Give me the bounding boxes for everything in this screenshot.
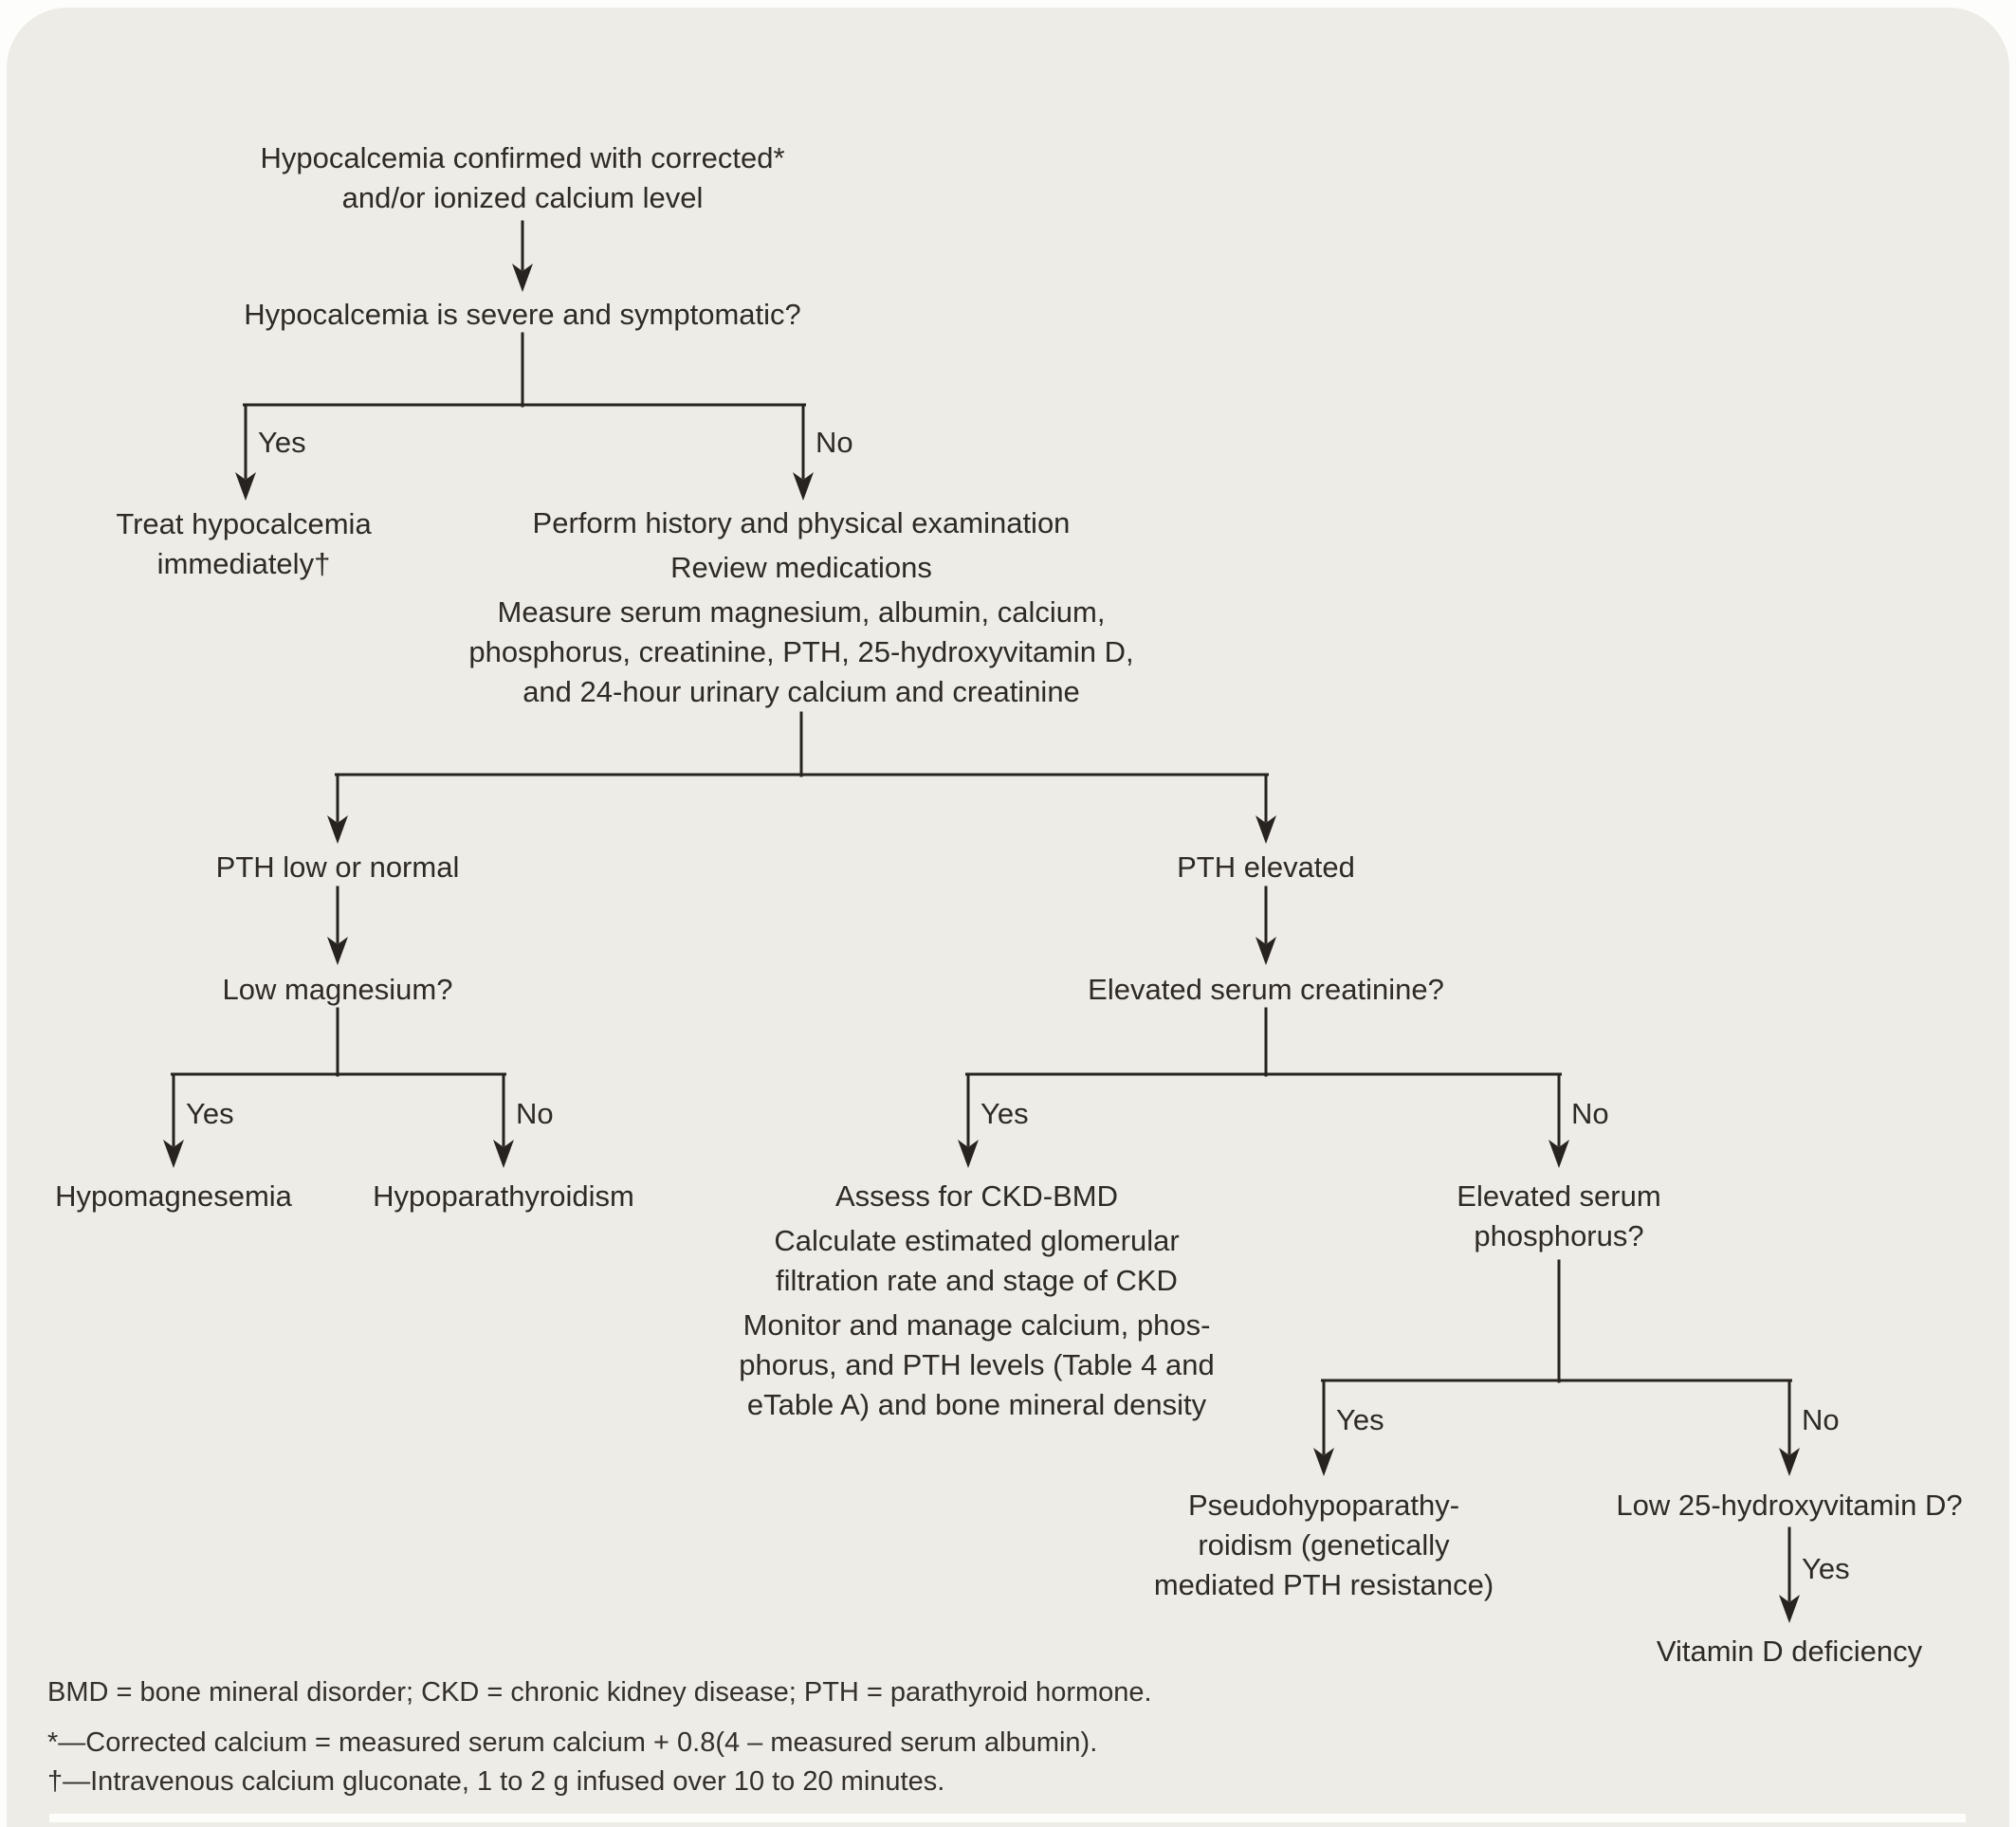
node-line: mediated PTH resistance) (1153, 1568, 1494, 1601)
node-line: phosphorus, creatinine, PTH, 25-hydroxyvitamin D, (468, 635, 1134, 668)
bottom-divider (49, 1814, 1966, 1822)
node-line: PTH low or normal (215, 850, 460, 884)
node-line: Calculate estimated glomerular (774, 1224, 1180, 1257)
node-hypomagnesemia (55, 1177, 292, 1216)
node-question-phosphorus (1457, 1177, 1660, 1256)
node-question-creatinine (1088, 970, 1444, 1010)
node-line: PTH elevated (1177, 850, 1355, 884)
footnote-asterisk: *—Corrected calcium = measured serum calcium + 0.8(4 – measured serum albumin). (47, 1727, 1098, 1758)
node-pseudohypoparathyroidism (1154, 1486, 1494, 1605)
node-treat-immediately (116, 504, 371, 584)
branch-label-yes: Yes (1336, 1403, 1384, 1436)
node-line: eTable A) and bone mineral density (746, 1388, 1207, 1421)
node-workup (468, 503, 1133, 712)
node-line: phosphorus? (1474, 1219, 1644, 1252)
node-start (260, 138, 784, 218)
branch-label-yes: Yes (1802, 1552, 1850, 1585)
branch-label-no: No (1571, 1097, 1609, 1130)
branch-label-yes: Yes (186, 1097, 234, 1130)
node-line: roidism (genetically (1198, 1528, 1450, 1562)
node-line: immediately† (156, 547, 331, 580)
node-vitamin-d-deficiency (1657, 1632, 1922, 1672)
node-line: Hypomagnesemia (55, 1179, 292, 1213)
branch-label-no: No (816, 426, 853, 459)
node-question-vitamin-d (1616, 1486, 1962, 1526)
node-line: Hypoparathyroidism (373, 1179, 634, 1213)
node-question-severe (244, 295, 801, 335)
node-paragraph (468, 503, 1133, 543)
node-line: Hypocalcemia is severe and symptomatic? (244, 298, 801, 331)
node-line: filtration rate and stage of CKD (776, 1264, 1178, 1297)
node-line: Assess for CKD-BMD (835, 1179, 1118, 1213)
node-paragraph (739, 1221, 1214, 1301)
node-ckd-bmd (739, 1177, 1214, 1425)
node-hypoparathyroidism (373, 1177, 634, 1216)
branch-label-yes: Yes (981, 1097, 1029, 1130)
node-line: Low magnesium? (222, 973, 453, 1006)
node-line: Measure serum magnesium, albumin, calcium, (497, 595, 1106, 629)
node-pth-low (216, 848, 460, 887)
node-paragraph (739, 1306, 1214, 1425)
node-line: Perform history and physical examination (532, 506, 1071, 539)
branch-label-no: No (516, 1097, 554, 1130)
node-line: Review medications (670, 551, 932, 584)
node-paragraph (739, 1177, 1214, 1216)
footnote-abbreviations: BMD = bone mineral disorder; CKD = chronic kidney disease; PTH = parathyroid hormone. (47, 1677, 1152, 1708)
node-line: Elevated serum creatinine? (1088, 973, 1444, 1006)
node-line: Vitamin D deficiency (1656, 1635, 1923, 1668)
node-line: Monitor and manage calcium, phos- (742, 1308, 1211, 1342)
node-line: Elevated serum (1457, 1179, 1661, 1213)
node-line: Treat hypocalcemia (116, 507, 372, 540)
node-paragraph (468, 593, 1133, 712)
node-line: Low 25-hydroxyvitamin D? (1616, 1489, 1963, 1522)
node-line: phorus, and PTH levels (Table 4 and (739, 1348, 1215, 1381)
node-question-magnesium (223, 970, 453, 1010)
node-line: and/or ionized calcium level (341, 181, 704, 214)
branch-label-yes: Yes (258, 426, 306, 459)
branch-label-no: No (1802, 1403, 1840, 1436)
node-paragraph (468, 548, 1133, 588)
footnote-dagger: †—Intravenous calcium gluconate, 1 to 2 g infused over 10 to 20 minutes. (47, 1766, 945, 1797)
node-line: Pseudohypoparathy- (1187, 1489, 1460, 1522)
node-line: Hypocalcemia confirmed with corrected* (260, 141, 785, 174)
node-pth-elevated (1177, 848, 1355, 887)
node-line: and 24-hour urinary calcium and creatinine (522, 675, 1080, 708)
